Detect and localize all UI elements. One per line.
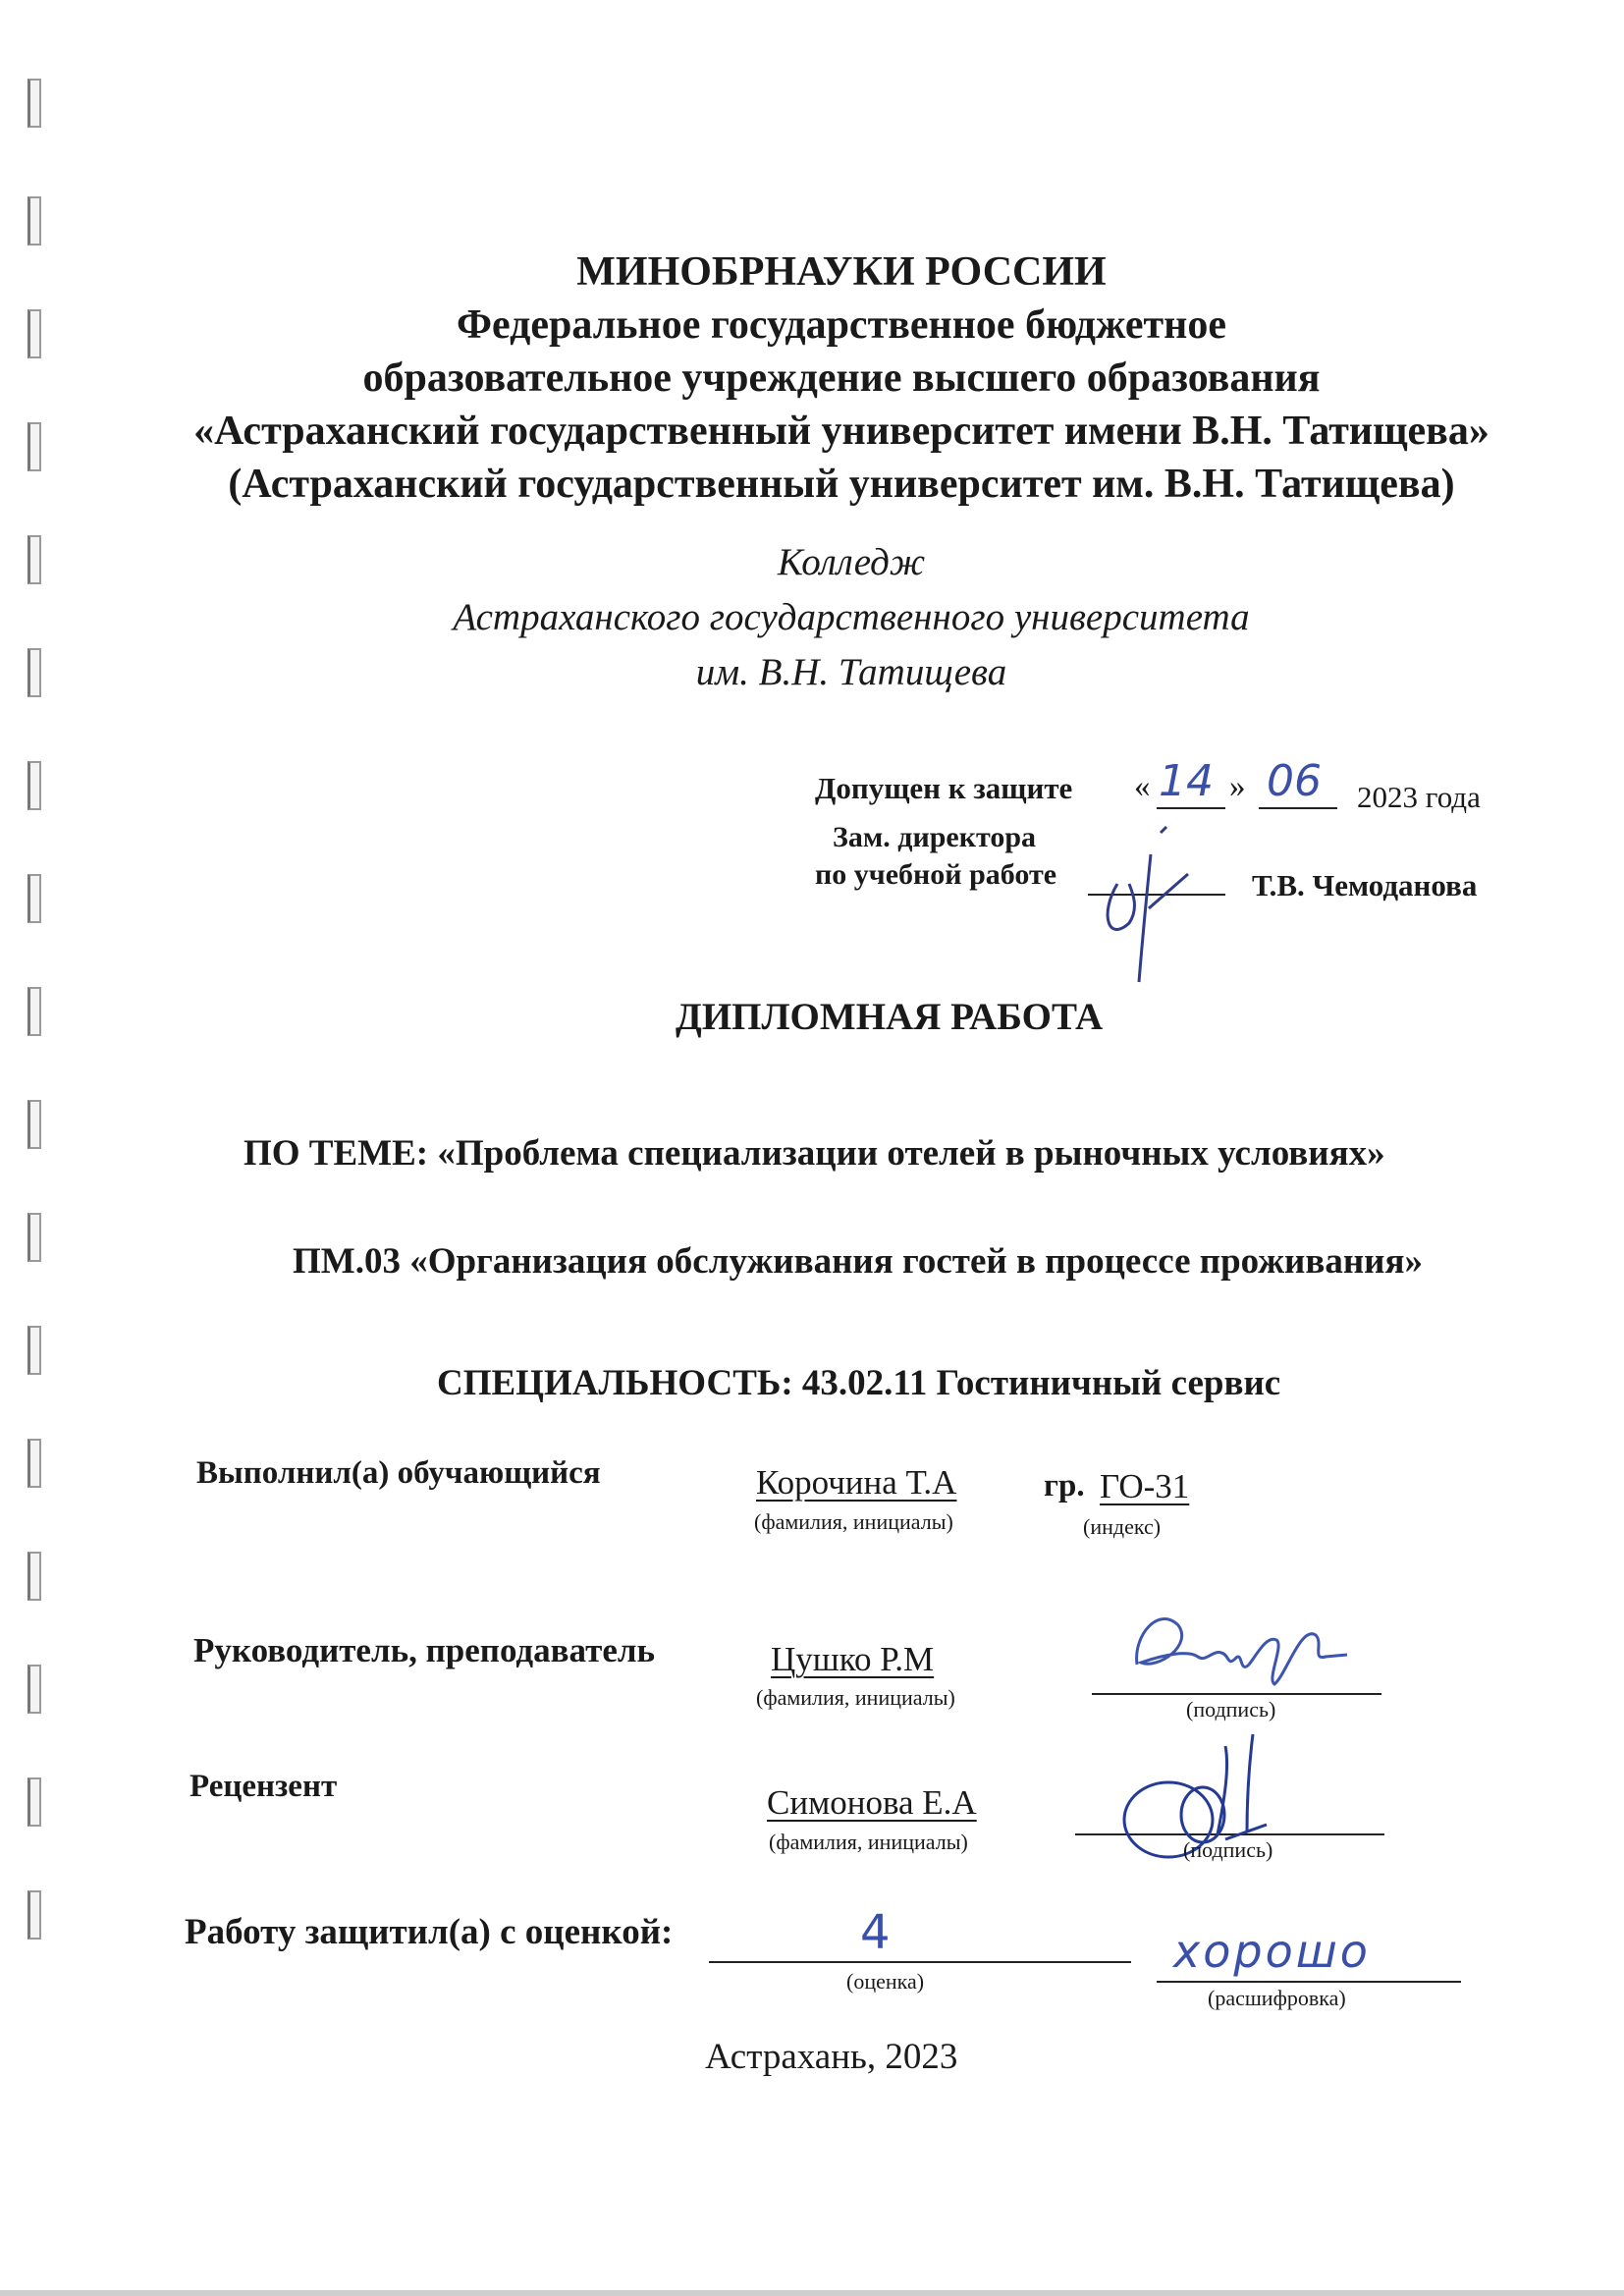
work-type: ДИПЛОМНАЯ РАБОТА (676, 996, 1104, 1038)
reviewer-name: Симонова Е.А (767, 1783, 977, 1822)
defense-label: Работу защитил(а) с оценкой: (185, 1912, 674, 1952)
binder-hole (27, 1890, 41, 1940)
college-line-1: Колледж (777, 541, 926, 583)
binder-hole (27, 1213, 41, 1262)
deputy-title-line-1: Зам. директора (833, 821, 1037, 853)
admission-month: 06 (1267, 756, 1322, 806)
university-full-name: «Астраханский государственный университет имени В.Н. Татищева» (193, 409, 1489, 454)
grade-word-line (1157, 1981, 1461, 1983)
deputy-signature (1090, 815, 1208, 992)
institution-line-2: образовательное учреждение высшего образования (362, 355, 1321, 401)
admission-day: 14 (1159, 756, 1214, 806)
grade-word-caption: (расшифровка) (1208, 1986, 1346, 2010)
binder-hole (27, 1665, 41, 1714)
college-line-3: им. В.Н. Татищева (695, 651, 1007, 693)
date-open-quote: « (1134, 769, 1151, 804)
city-year: Астрахань, 2023 (705, 2037, 958, 2077)
binder-hole (27, 79, 41, 128)
supervisor-name-caption: (фамилия, инициалы) (756, 1685, 955, 1710)
grade-line (709, 1961, 1131, 1963)
reviewer-label: Рецензент (189, 1769, 338, 1804)
group-caption: (индекс) (1083, 1514, 1162, 1539)
reviewer-name-caption: (фамилия, инициалы) (769, 1830, 968, 1854)
supervisor-signature (1119, 1596, 1384, 1694)
binder-hole (27, 1100, 41, 1149)
student-label: Выполнил(а) обучающийся (196, 1455, 601, 1491)
binder-hole (27, 987, 41, 1036)
deputy-title-line-2: по учебной работе (815, 858, 1057, 891)
student-name-caption: (фамилия, инициалы) (754, 1509, 953, 1534)
reviewer-sign-caption: (подпись) (1183, 1837, 1273, 1862)
work-topic: ПО ТЕМЕ: «Проблема специализации отелей в рыночных условиях» (244, 1133, 1385, 1174)
defense-grade-word: хорошо (1173, 1925, 1371, 1978)
institution-header (29, 246, 1624, 511)
binder-hole (27, 1777, 41, 1827)
deputy-name: Т.В. Чемоданова (1252, 868, 1478, 902)
month-line (1259, 807, 1337, 809)
scan-edge (0, 2290, 1624, 2296)
ministry-line: МИНОБРНАУКИ РОССИИ (576, 249, 1107, 295)
work-module: ПМ.03 «Организация обслуживания гостей в процессе проживания» (293, 1241, 1424, 1282)
admission-year: 2023 года (1357, 780, 1481, 814)
supervisor-name: Цушко Р.М (771, 1640, 935, 1678)
day-line (1157, 807, 1225, 809)
defense-grade: 4 (860, 1905, 891, 1960)
supervisor-sign-caption: (подпись) (1186, 1697, 1276, 1722)
date-close-quote: » (1229, 769, 1246, 804)
admission-label: Допущен к защите (815, 771, 1073, 805)
binder-hole (27, 761, 41, 810)
grade-caption: (оценка) (846, 1969, 925, 1994)
student-name: Корочина Т.А (756, 1463, 957, 1502)
group-label: гр. (1044, 1468, 1085, 1503)
college-line-2: Астраханского государственного университета (453, 596, 1250, 638)
binder-hole (27, 1439, 41, 1488)
college-block (39, 535, 1624, 700)
work-specialty: СПЕЦИАЛЬНОСТЬ: 43.02.11 Гостиничный сервис (437, 1363, 1281, 1403)
binder-hole (27, 874, 41, 923)
student-group: ГО-31 (1100, 1467, 1190, 1505)
binder-hole (27, 1552, 41, 1601)
supervisor-label: Руководитель, преподаватель (193, 1631, 656, 1669)
binder-hole (27, 1326, 41, 1375)
university-short-name: (Астраханский государственный университет им. В.Н. Татищева) (228, 462, 1455, 507)
institution-line-1: Федеральное государственное бюджетное (456, 302, 1227, 348)
binder-hole (27, 196, 41, 246)
